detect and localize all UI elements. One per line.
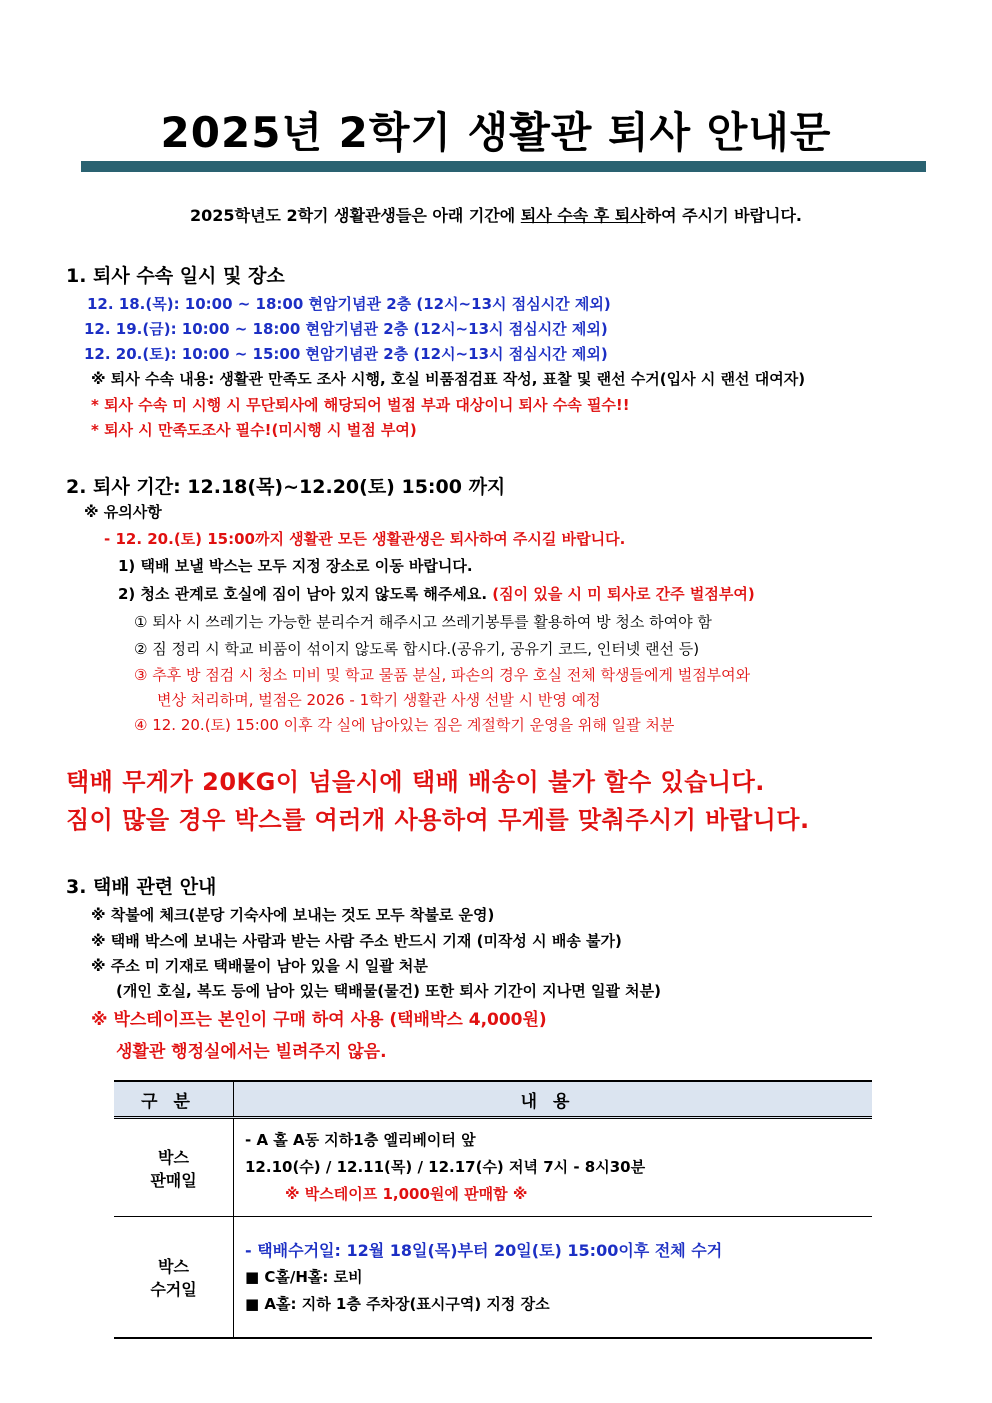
sub-item-continuation: 변상 처리하며, 벌점은 2026 - 1학기 생활관 사생 선발 시 반영 예정 bbox=[157, 691, 601, 709]
intro-text: 2025학년도 2학기 생활관생들은 아래 기간에 퇴사 수속 후 퇴사하여 주시기 바랍니다. bbox=[189, 206, 803, 225]
box-tape-note: ※ 박스테이프는 본인이 구매 하여 사용 (택배박스 4,000원) bbox=[91, 1010, 547, 1030]
box-info-table bbox=[114, 1080, 872, 1339]
delivery-note: (개인 호실, 복도 등에 남아 있는 택배물(물건) 또한 퇴사 기간이 지나면 일괄 처분) bbox=[116, 982, 661, 1000]
list-item: 2) 청소 관계로 호실에 짐이 남아 있지 않도록 해주세요. (짐이 있을 시 미 퇴사로 간주 벌점부여) bbox=[118, 585, 755, 603]
deadline-text: - 12. 20.(토) 15:00까지 생활관 모든 생활관생은 퇴사하여 주시길 바랍니다. bbox=[104, 530, 626, 548]
section3-heading: 3. 택배 관련 안내 bbox=[66, 876, 217, 898]
table-header-row bbox=[114, 1081, 872, 1118]
schedule-item: 12. 18.(목): 10:00 ~ 18:00 현암기념관 2층 (12시~13시 점심시간 제외) bbox=[87, 295, 611, 313]
column-header: 내용 bbox=[234, 1081, 873, 1118]
table-row bbox=[114, 1118, 872, 1217]
warning-text: * 퇴사 수속 미 시행 시 무단퇴사에 해당되어 벌점 부과 대상이니 퇴사 수속 필수!! bbox=[91, 396, 630, 414]
weight-notice: 택배 무게가 20KG이 넘을시에 택배 배송이 불가 할수 있습니다. bbox=[66, 768, 765, 796]
caution-label: ※ 유의사항 bbox=[84, 503, 162, 521]
sub-item: ③ 추후 방 점검 시 청소 미비 및 학교 물품 분실, 파손의 경우 호실 전체 학생들에게 벌점부여와 bbox=[134, 666, 751, 684]
list-item: 1) 택배 보낼 박스는 모두 지정 장소로 이동 바랍니다. bbox=[118, 557, 473, 575]
table-row bbox=[114, 1217, 872, 1339]
intro-underline: 퇴사 수속 후 퇴사 bbox=[520, 206, 646, 225]
row-label: 박스 수거일 bbox=[114, 1217, 234, 1339]
sub-item: ① 퇴사 시 쓰레기는 가능한 분리수거 해주시고 쓰레기봉투를 활용하여 방 청소 하여야 함 bbox=[134, 613, 712, 631]
schedule-item: 12. 20.(토): 10:00 ~ 15:00 현암기념관 2층 (12시~13시 점심시간 제외) bbox=[84, 345, 608, 363]
delivery-note: ※ 착불에 체크(분당 기숙사에 보내는 것도 모두 착불로 운영) bbox=[91, 906, 495, 924]
row-content: - 택배수거일: 12월 18일(목)부터 20일(토) 15:00이후 전체 수거 ■ C홀/H홀: 로비 ■ A홀: 지하 1층 주차장(표시구역) 지정 장소 bbox=[234, 1217, 873, 1339]
page-title: 2025년 2학기 생활관 퇴사 안내문 bbox=[160, 108, 832, 157]
procedure-note: ※ 퇴사 수속 내용: 생활관 만족도 조사 시행, 호실 비품점검표 작성, 표찰 및 랜선 수거(입사 시 랜선 대여자) bbox=[91, 370, 806, 388]
delivery-note: ※ 택배 박스에 보내는 사람과 받는 사람 주소 반드시 기재 (미작성 시 배송 불가) bbox=[91, 932, 622, 950]
section2-heading: 2. 퇴사 기간: 12.18(목)~12.20(토) 15:00 까지 bbox=[66, 476, 506, 498]
weight-notice: 짐이 많을 경우 박스를 여러개 사용하여 무게를 맞춰주시기 바랍니다. bbox=[66, 806, 810, 834]
sub-item: ② 짐 정리 시 학교 비품이 섞이지 않도록 합시다.(공유기, 공유기 코드, 인터넷 랜선 등) bbox=[134, 640, 700, 658]
sub-item: ④ 12. 20.(토) 15:00 이후 각 실에 남아있는 짐은 계절학기 운영을 위해 일괄 처분 bbox=[134, 716, 675, 734]
row-content: - A 홀 A동 지하1층 엘리베이터 앞 12.10(수) / 12.11(목) / 12.17(수) 저녁 7시 - 8시30분 ※ 박스테이프 1,000원에 판매함 ※ bbox=[234, 1118, 873, 1217]
row-label: 박스 판매일 bbox=[114, 1118, 234, 1217]
warning-text: * 퇴사 시 만족도조사 필수!(미시행 시 벌점 부여) bbox=[91, 421, 417, 439]
delivery-note: ※ 주소 미 기재로 택배물이 남아 있을 시 일괄 처분 bbox=[91, 957, 428, 975]
column-header: 구분 bbox=[114, 1081, 234, 1118]
no-lend-note: 생활관 행정실에서는 빌려주지 않음. bbox=[116, 1042, 387, 1062]
schedule-item: 12. 19.(금): 10:00 ~ 18:00 현암기념관 2층 (12시~13시 점심시간 제외) bbox=[84, 320, 608, 338]
section1-heading: 1. 퇴사 수속 일시 및 장소 bbox=[66, 265, 285, 287]
title-divider bbox=[81, 161, 926, 172]
